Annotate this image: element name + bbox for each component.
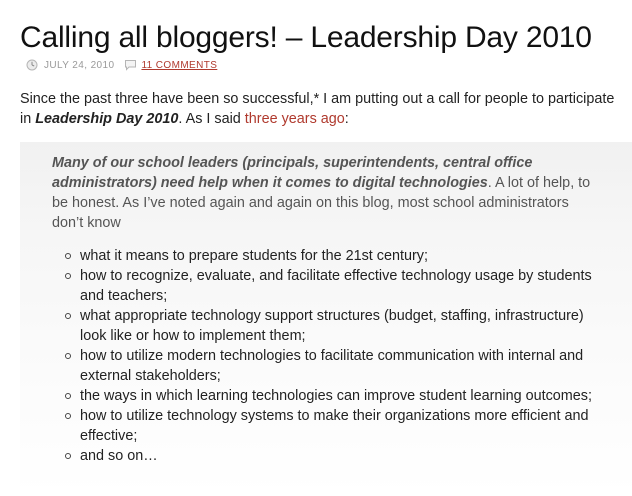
intro-paragraph	[20, 89, 616, 129]
post-title[interactable]: Calling all bloggers! – Leadership Day 2010	[20, 21, 592, 54]
three-years-ago-link[interactable]: three years ago	[244, 111, 345, 127]
list-item: and so on…	[80, 446, 610, 466]
quote-paragraph	[52, 153, 600, 233]
quote-rest: . A lot of help, to be honest. As I’ve noted again and again on this blog, most school administrators don’t know	[52, 175, 591, 231]
list-item: what it means to prepare students for the 21st century;	[80, 246, 610, 266]
list-item: how to utilize modern technologies to facilitate communication with internal and external stakeholders;	[80, 346, 610, 386]
quote-list	[52, 246, 610, 466]
list-item: what appropriate technology support structures (budget, staffing, infrastructure) look like or how to implement them;	[80, 306, 610, 346]
clock-icon	[26, 59, 38, 71]
intro-text-2: . As I said	[178, 111, 245, 127]
intro-emphasis: Leadership Day 2010	[35, 111, 179, 127]
post-date: JULY 24, 2010	[44, 59, 115, 71]
intro-text: Since the past three have been so successful,* I am putting out a call for people to participate in	[20, 91, 615, 127]
speech-bubble-icon	[124, 59, 137, 71]
list-item: how to utilize technology systems to make their organizations more efficient and effective;	[80, 406, 610, 446]
post-meta	[26, 57, 217, 73]
quote-emphasis: Many of our school leaders (principals, superintendents, central office administrators) need help when it comes to digital technologies	[52, 155, 533, 191]
list-item: the ways in which learning technologies can improve student learning outcomes;	[80, 386, 610, 406]
intro-text-3: :	[344, 111, 349, 127]
comments-link[interactable]: 11 COMMENTS	[141, 59, 218, 71]
blockquote	[20, 142, 632, 496]
list-item: how to recognize, evaluate, and facilitate effective technology usage by students and teachers;	[80, 266, 610, 306]
